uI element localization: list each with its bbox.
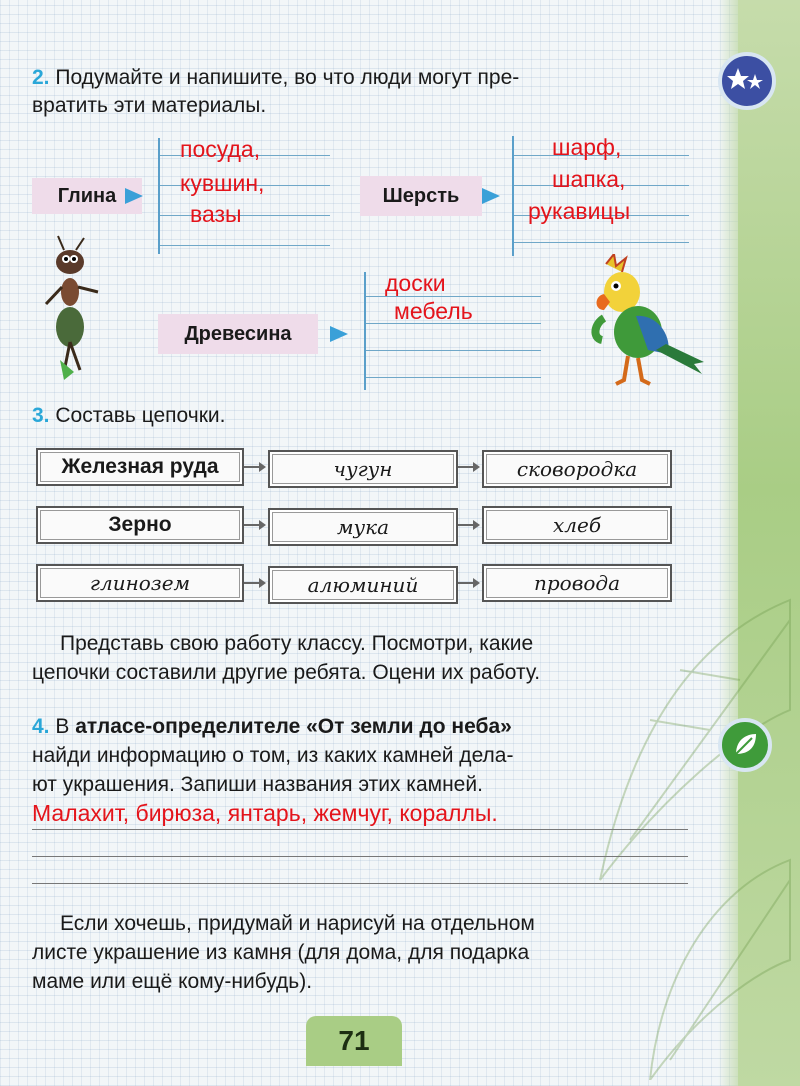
stars-icon	[718, 52, 776, 110]
write-line	[32, 883, 688, 884]
write-line	[366, 377, 541, 378]
task4-number: 4.	[32, 715, 50, 738]
chain2-item1: Зерно	[36, 506, 244, 544]
glina-answer-1: посуда,	[180, 136, 261, 162]
arrow-icon	[330, 326, 348, 342]
glina-label-text: Глина	[57, 184, 117, 207]
page-number	[306, 1016, 402, 1066]
sherst-answer-3: рукавицы	[528, 198, 631, 224]
chain-arrow-icon	[244, 524, 264, 526]
task4-line1	[32, 713, 512, 740]
task4-bold-title: атласе-определителе «От земли до неба»	[75, 715, 512, 738]
bracket-line	[364, 272, 366, 390]
task3-footer-2: цепочки составили другие ребята. Оцени их работу.	[32, 661, 541, 684]
page-number-text: 71	[338, 1025, 370, 1056]
task2-line2: вратить эти материалы.	[32, 94, 267, 117]
drevesina-answer-1: доски	[385, 270, 446, 296]
chain-arrow-icon	[458, 466, 478, 468]
task4-line2: найди информацию о том, из каких камней дела-	[32, 744, 514, 767]
chain2-item2: мука	[268, 508, 458, 546]
task3-title-line	[32, 402, 225, 429]
leaf-background-icon	[540, 560, 800, 1080]
sherst-answer-1: шарф,	[552, 134, 622, 160]
sherst-label-text: Шерсть	[382, 184, 460, 207]
task2-number: 2.	[32, 66, 50, 89]
chain-arrow-icon	[458, 524, 478, 526]
chain-arrow-icon	[244, 582, 264, 584]
drevesina-answer-2: мебель	[394, 298, 473, 324]
write-line	[32, 829, 688, 830]
drevesina-label	[158, 314, 318, 354]
task2-text: Подумайте и напишите, во что люди могут пре-	[55, 66, 520, 89]
chain-arrow-icon	[458, 582, 478, 584]
chain-arrow-icon	[244, 466, 264, 468]
write-line	[160, 245, 330, 246]
write-line	[366, 350, 541, 351]
chain1-item3: сковородка	[482, 450, 672, 488]
write-line	[160, 215, 330, 216]
extra-line3: маме или ещё кому-нибудь).	[32, 970, 313, 993]
parrot-icon	[576, 254, 706, 394]
task4-answer: Малахит, бирюза, янтарь, жемчуг, кораллы.	[32, 800, 498, 826]
chain3-item3: провода	[482, 564, 672, 602]
chain1-item1: Железная руда	[36, 448, 244, 486]
task3-number: 3.	[32, 404, 50, 427]
task3-title: Составь цепочки.	[55, 404, 226, 427]
task4-intro: В	[55, 715, 70, 738]
leaf-icon	[718, 718, 772, 772]
chain2-item3: хлеб	[482, 506, 672, 544]
task3-footer-1: Представь свою работу классу. Посмотри, какие	[60, 632, 534, 655]
glina-answer-2: кувшин,	[180, 170, 265, 196]
task4-line3: ют украшения. Запиши названия этих камней.	[32, 773, 483, 796]
sherst-answer-2: шапка,	[552, 166, 626, 192]
task2-line1	[32, 64, 519, 91]
extra-line2: листе украшение из камня (для дома, для подарка	[32, 941, 530, 964]
chain1-item2: чугун	[268, 450, 458, 488]
write-line	[514, 242, 689, 243]
extra-line1: Если хочешь, придумай и нарисуй на отдельном	[60, 912, 535, 935]
sherst-label	[360, 176, 482, 216]
write-line	[32, 856, 688, 857]
bracket-line	[512, 136, 514, 256]
drevesina-label-text: Древесина	[184, 322, 292, 345]
chain3-item1: глинозем	[36, 564, 244, 602]
ant-icon	[40, 232, 110, 382]
arrow-icon	[125, 188, 143, 204]
chain3-item2: алюминий	[268, 566, 458, 604]
glina-answer-3: вазы	[190, 201, 242, 227]
arrow-icon	[482, 188, 500, 204]
